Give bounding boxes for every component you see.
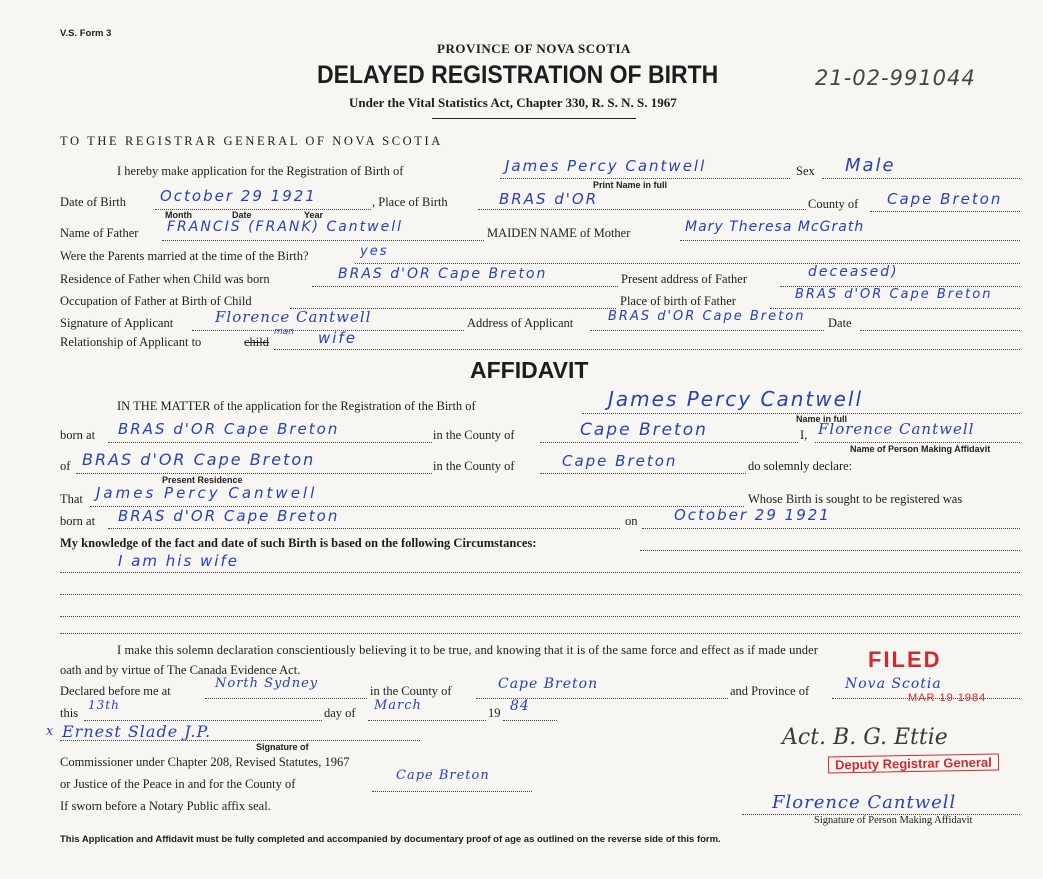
mother-label: MAIDEN NAME of Mother — [487, 226, 631, 240]
applicant-date-line — [860, 330, 1020, 331]
county-line — [870, 211, 1020, 212]
registrar-signature: Act. B. G. Ettie — [782, 725, 948, 750]
print-name-note: Print Name in full — [593, 180, 668, 190]
aff-county-line-2 — [540, 473, 746, 474]
justice-label: or Justice of the Peace in and for the County of — [60, 777, 296, 791]
on-date: October 29 1921 — [674, 506, 831, 524]
filed-stamp: FILED — [868, 647, 942, 672]
occupation-label: Occupation of Father at Birth of Child — [60, 294, 252, 308]
year-line — [503, 720, 557, 721]
applicant-signature: Florence Cantwell — [215, 308, 372, 326]
county-value: Cape Breton — [887, 190, 1003, 208]
of-label: of — [60, 459, 71, 473]
county-label: County of — [808, 197, 859, 211]
whose-birth-label: Whose Birth is sought to be registered was — [748, 492, 963, 506]
aff-county-value-2: Cape Breton — [562, 452, 678, 470]
relationship-value: wife — [318, 329, 357, 347]
that-name: James Percy Cantwell — [96, 484, 318, 502]
notary-label: If sworn before a Notary Public affix seal. — [60, 799, 271, 813]
commissioner-signature-line — [60, 740, 420, 741]
province-value: Nova Scotia — [845, 676, 942, 692]
deponent-name: Florence Cantwell — [818, 420, 975, 438]
married-label: Were the Parents married at the time of the Birth? — [60, 249, 309, 263]
aff-county-value: Cape Breton — [580, 420, 708, 440]
relationship-label: Relationship of Applicant to — [60, 335, 202, 349]
filed-date: MAR 19 1984 — [908, 692, 987, 704]
present-address: deceased) — [808, 264, 899, 280]
applicant-address: BRAS d'OR Cape Breton — [608, 309, 806, 324]
name-in-full-note: Name in full — [796, 414, 848, 424]
father-name: FRANCIS (FRANK) Cantwell — [167, 219, 404, 235]
declaration-line-1: I make this solemn declaration conscientiously believing it to be true, and knowing that it is of the same force and effect as if made under — [117, 643, 819, 657]
year-label: Year — [304, 210, 324, 220]
date-label: Date — [232, 210, 252, 220]
born-at-line-2 — [108, 528, 620, 529]
deponent-line — [815, 442, 1020, 443]
title-rule — [432, 118, 636, 119]
residence-value: BRAS d'OR Cape Breton — [338, 266, 548, 282]
relationship-inserted: man — [274, 327, 294, 337]
that-label: That — [60, 492, 83, 506]
knowledge-line-0 — [640, 550, 1020, 551]
province-heading: PROVINCE OF NOVA SCOTIA — [437, 41, 631, 56]
sex-label: Sex — [796, 164, 815, 178]
aff-county-line — [540, 442, 798, 443]
registrar-office-stamp: Deputy Registrar General — [828, 754, 999, 774]
place-of-birth: BRAS d'OR — [499, 190, 599, 208]
knowledge-line-3 — [60, 616, 1020, 617]
declared-label: Declared before me at — [60, 684, 171, 698]
county-label-aff-2: in the County of — [433, 459, 515, 473]
mother-name: Mary Theresa McGrath — [685, 219, 865, 235]
province-label: and Province of — [730, 684, 810, 698]
knowledge-label: My knowledge of the fact and date of such Birth is based on the following Circumstances: — [60, 536, 537, 550]
father-birthplace-line — [770, 308, 1020, 309]
residence-line — [312, 286, 618, 287]
declaration-line-2: oath and by virtue of The Canada Evidence Act. — [60, 663, 301, 677]
matter-label: IN THE MATTER of the application for the Registration of the Birth of — [117, 399, 476, 413]
declared-at-line — [205, 698, 367, 699]
deponent-note: Name of Person Making Affidavit — [850, 444, 991, 454]
father-birthplace-label: Place of birth of Father — [620, 294, 736, 308]
justice-county-line — [372, 791, 532, 792]
subtitle: Under the Vital Statistics Act, Chapter 330, R. S. N. S. 1967 — [349, 95, 677, 110]
addressee: TO THE REGISTRAR GENERAL OF NOVA SCOTIA — [60, 134, 443, 148]
mother-line — [680, 240, 1020, 241]
year-prefix: 19 — [488, 706, 501, 720]
deponent-signature-note: Signature of Person Making Affidavit — [814, 815, 973, 826]
commissioner-signature: Ernest Slade J.P. — [62, 722, 212, 741]
this-label: this — [60, 706, 79, 720]
commissioner-label: Commissioner under Chapter 208, Revised Statutes, 1967 — [60, 755, 350, 769]
county-label-aff-3: in the County of — [370, 684, 452, 698]
declared-at: North Sydney — [215, 676, 319, 691]
born-at-value: BRAS d'OR Cape Breton — [118, 420, 340, 438]
day-line — [84, 720, 322, 721]
of-residence-line — [76, 473, 432, 474]
year-suffix: 84 — [510, 698, 530, 714]
page-title: DELAYED REGISTRATION OF BIRTH — [317, 61, 719, 89]
present-address-label: Present address of Father — [621, 272, 748, 286]
deponent-signature: Florence Cantwell — [772, 792, 957, 813]
month-value: March — [374, 698, 422, 713]
child-name-line — [500, 178, 790, 179]
father-label: Name of Father — [60, 226, 139, 240]
of-residence: BRAS d'OR Cape Breton — [82, 450, 316, 469]
born-at-line — [108, 442, 432, 443]
born-at-label-2: born at — [60, 514, 96, 528]
declare-label: do solemnly declare: — [748, 459, 853, 473]
signature-label: Signature of Applicant — [60, 316, 174, 330]
father-birthplace: BRAS d'OR Cape Breton — [795, 287, 993, 302]
place-of-birth-line — [478, 209, 806, 210]
knowledge-line-1 — [60, 572, 1020, 573]
dob-value: October 29 1921 — [160, 187, 317, 205]
on-date-line — [642, 528, 1020, 529]
justice-county: Cape Breton — [396, 768, 490, 783]
relationship-struck: child — [244, 335, 269, 349]
aff-county-value-3: Cape Breton — [498, 676, 599, 692]
margin-mark: x — [46, 724, 55, 739]
form-number: V.S. Form 3 — [60, 28, 112, 39]
knowledge-line-2 — [60, 594, 1020, 595]
knowledge-line-4 — [60, 633, 1020, 634]
father-line — [162, 240, 484, 241]
applicant-address-label: Address of Applicant — [467, 316, 574, 330]
affidavit-heading: AFFIDAVIT — [470, 357, 589, 383]
day-of-label: day of — [324, 706, 356, 720]
relationship-line — [274, 349, 1020, 350]
on-label: on — [625, 514, 638, 528]
sex-value: Male — [845, 155, 896, 176]
applicant-address-line — [590, 330, 824, 331]
month-label: Month — [165, 210, 192, 220]
day-value: 13th — [88, 698, 120, 712]
date-label-2: Date — [828, 316, 852, 330]
county-label-aff: in the County of — [433, 428, 515, 442]
i-label: I, — [800, 428, 808, 442]
residence-label: Residence of Father when Child was born — [60, 272, 270, 286]
signature-of-note: Signature of — [256, 742, 309, 752]
born-at-value-2: BRAS d'OR Cape Breton — [118, 507, 340, 525]
married-line — [355, 263, 1020, 264]
footer-note: This Application and Affidavit must be fully completed and accompanied by documentary proof of age as outlined on the reverse side of this form. — [60, 834, 721, 845]
present-residence-note: Present Residence — [162, 475, 243, 485]
month-line — [368, 720, 486, 721]
child-name: James Percy Cantwell — [505, 157, 707, 175]
circumstance: I am his wife — [118, 552, 239, 570]
place-of-birth-label: , Place of Birth — [372, 195, 448, 209]
sex-line — [822, 178, 1020, 179]
dob-label: Date of Birth — [60, 195, 126, 209]
married-value: yes — [360, 244, 389, 259]
registration-number: 21-02-991044 — [815, 66, 976, 90]
intro-label: I hereby make application for the Registration of Birth of — [117, 164, 404, 178]
matter-name: James Percy Cantwell — [608, 387, 864, 411]
born-at-label: born at — [60, 428, 96, 442]
